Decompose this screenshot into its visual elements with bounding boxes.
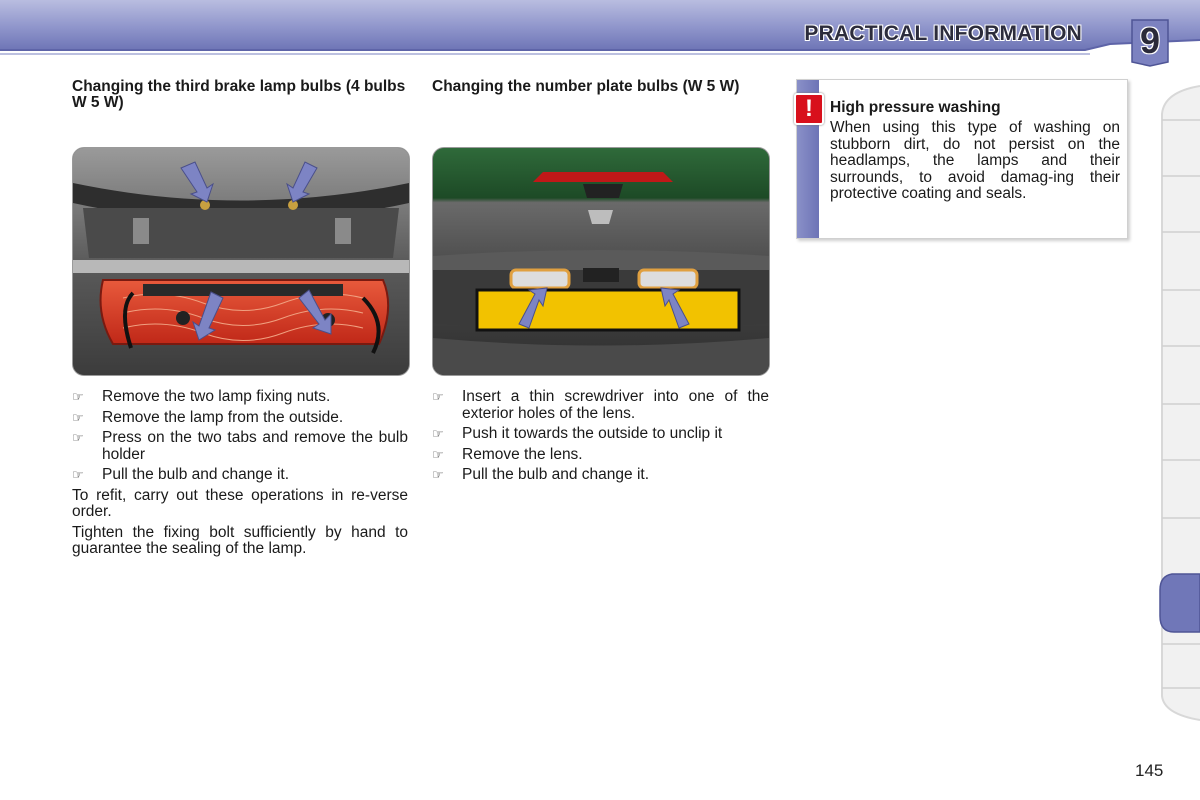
brake-lamp-photo: [72, 147, 410, 376]
chapter-title: PRACTICAL INFORMATION: [804, 22, 1082, 45]
pointing-hand-icon: ☞: [432, 389, 444, 404]
list-item: ☞ Remove the lens.: [432, 445, 583, 463]
pointing-hand-icon: ☞: [432, 467, 444, 482]
list-item: ☞ Pull the bulb and change it.: [432, 466, 649, 483]
chapter-number: 9: [1139, 20, 1161, 61]
chapter-tabs: [1158, 84, 1200, 724]
brake-lamp-heading: Changing the third brake lamp bulbs (4 bulbs W 5 W): [72, 78, 406, 111]
pointing-hand-icon: ☞: [72, 389, 84, 404]
pointing-hand-icon: ☞: [72, 409, 84, 425]
list-item: ☞ Pull the bulb and change it.: [72, 466, 289, 483]
number-plate-instructions: [432, 389, 769, 488]
page-number: 145: [1135, 761, 1164, 780]
number-plate-steps: [432, 389, 769, 484]
list-item: ☞ Press on the two tabs and remove the bulb holder: [72, 429, 408, 463]
list-item: ☞ Insert a thin screwdriver into one of the exterior holes of the lens.: [432, 388, 769, 422]
list-item: ☞ Remove the two lamp fixing nuts.: [72, 388, 331, 405]
brake-lamp-steps: [72, 389, 408, 484]
pointing-hand-icon: ☞: [72, 467, 84, 482]
brake-lamp-section: [72, 79, 408, 111]
number-plate-photo: [432, 147, 770, 376]
tighten-paragraph: Tighten the fixing bolt sufficiently by hand to guarantee the sealing of the lamp.: [72, 523, 408, 557]
warning-text: When using this type of washing on stubborn dirt, do not persist on the headlamps, the lamps and their surrounds, to avoid damag-ing their protective coating and seals.: [830, 119, 1120, 202]
warning-title: High pressure washing: [830, 99, 1001, 116]
number-plate-section: [432, 79, 769, 95]
list-item: ☞ Remove the lamp from the outside.: [72, 408, 344, 426]
list-item: ☞ Push it towards the outside to unclip it: [432, 425, 723, 442]
brake-lamp-instructions: [72, 389, 408, 562]
warning-box: [796, 79, 1128, 239]
pointing-hand-icon: ☞: [432, 446, 444, 462]
active-chapter-tab[interactable]: [1160, 574, 1200, 632]
pointing-hand-icon: ☞: [72, 430, 84, 445]
pointing-hand-icon: ☞: [432, 426, 444, 441]
exclamation-icon: !: [794, 93, 824, 125]
refit-paragraph: To refit, carry out these operations in re-verse order.: [72, 486, 408, 520]
number-plate-heading: Changing the number plate bulbs (W 5 W): [432, 78, 740, 95]
page-header: [0, 0, 1200, 62]
